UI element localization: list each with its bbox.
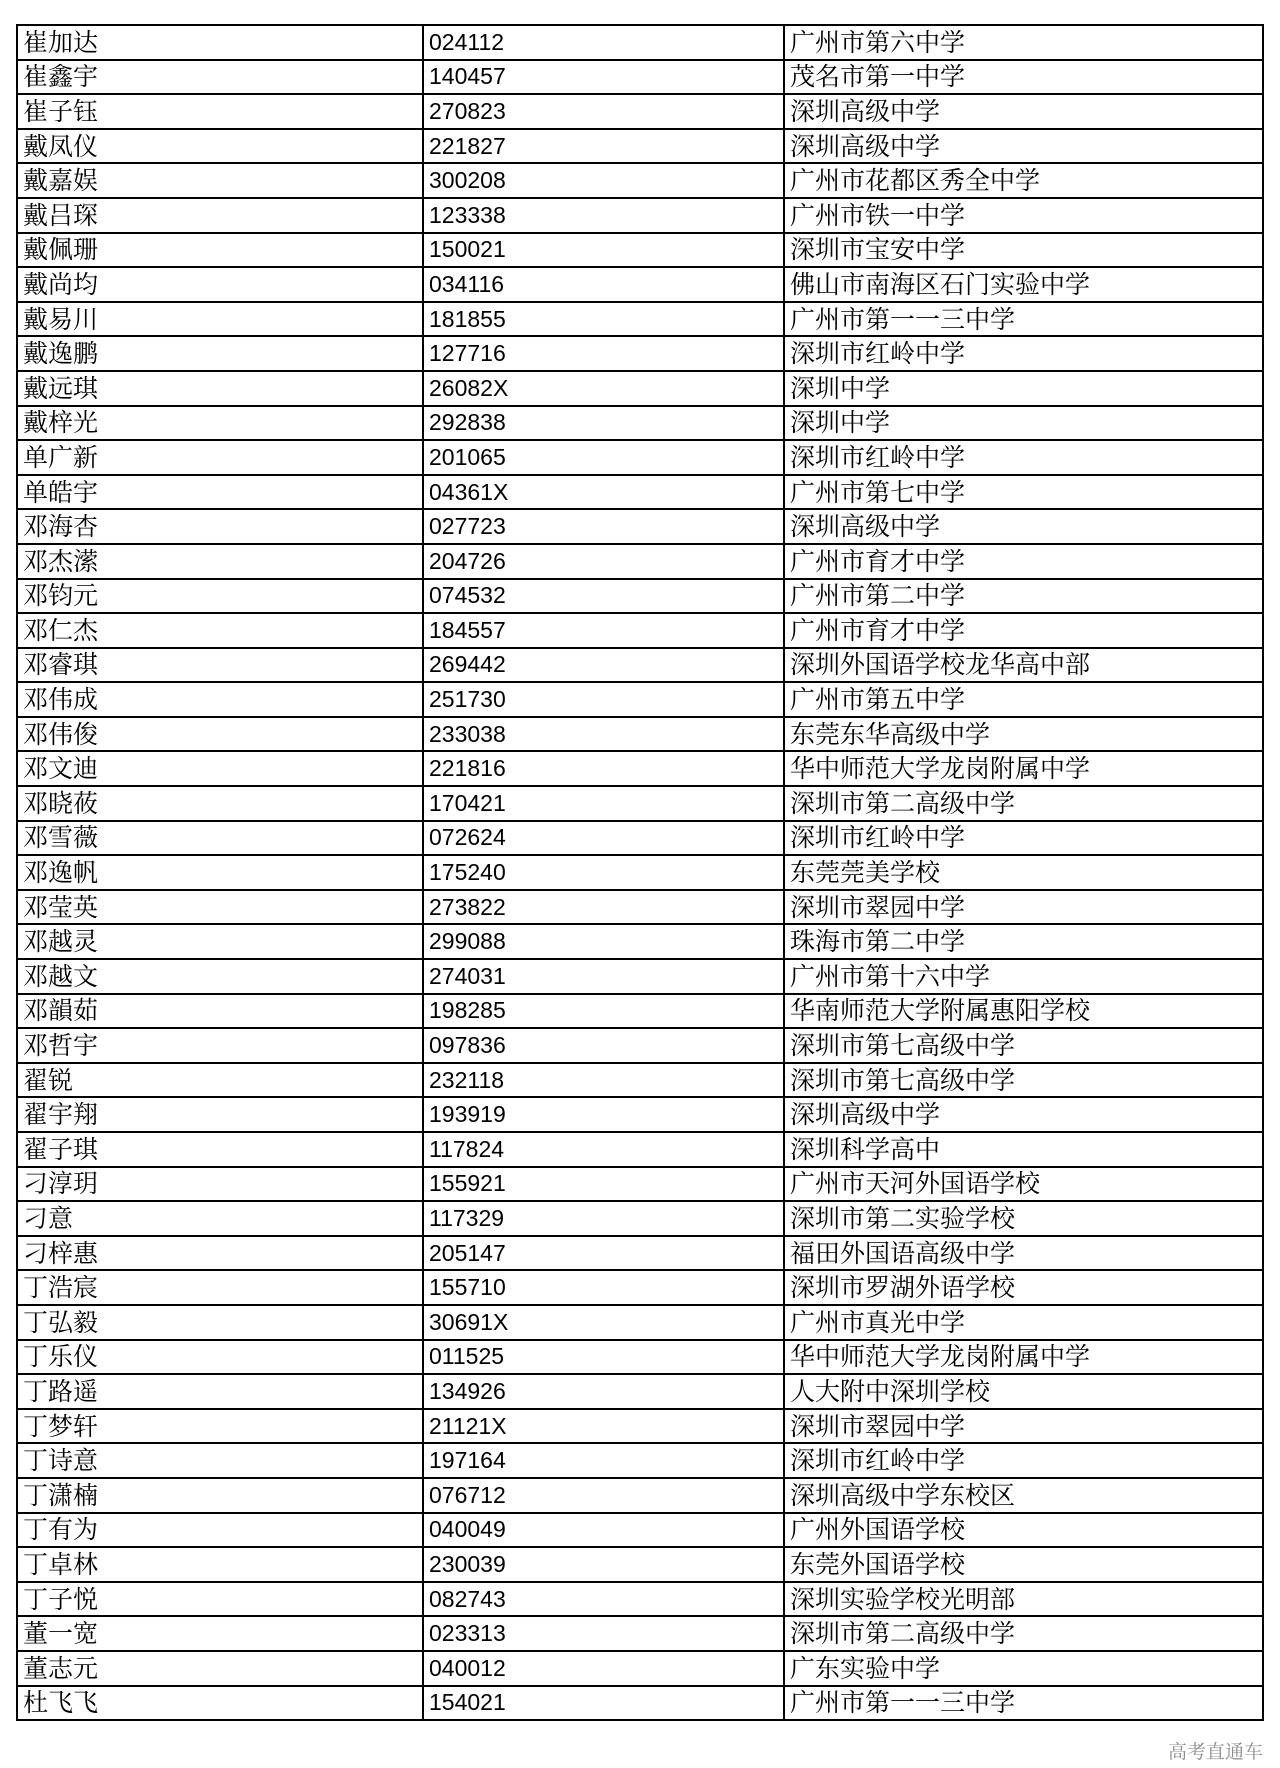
table-row (17, 475, 1263, 510)
school-name-cell: 广州市天河外国语学校 (784, 1167, 1263, 1202)
table-row (17, 198, 1263, 233)
student-id-cell: 274031 (423, 959, 784, 994)
school-name-cell: 深圳实验学校光明部 (784, 1582, 1263, 1617)
student-name-cell: 崔加达 (17, 25, 423, 60)
table-row (17, 786, 1263, 821)
school-name-cell: 深圳市翠园中学 (784, 890, 1263, 925)
table-row (17, 855, 1263, 890)
student-name-cell: 丁梦轩 (17, 1409, 423, 1444)
student-id-cell: 232118 (423, 1063, 784, 1098)
student-name-cell: 杜飞飞 (17, 1686, 423, 1721)
table-row (17, 648, 1263, 683)
table-row (17, 1443, 1263, 1478)
student-name-cell: 邓伟俊 (17, 717, 423, 752)
student-id-cell: 011525 (423, 1340, 784, 1375)
school-name-cell: 深圳中学 (784, 406, 1263, 441)
student-name-cell: 邓杰潆 (17, 544, 423, 579)
student-id-cell: 117824 (423, 1132, 784, 1167)
student-id-cell: 127716 (423, 336, 784, 371)
student-id-cell: 027723 (423, 509, 784, 544)
school-name-cell: 珠海市第二中学 (784, 924, 1263, 959)
school-name-cell: 深圳市宝安中学 (784, 233, 1263, 268)
student-name-cell: 邓伟成 (17, 682, 423, 717)
student-id-cell: 30691X (423, 1305, 784, 1340)
student-id-cell: 155921 (423, 1167, 784, 1202)
student-name-cell: 丁弘毅 (17, 1305, 423, 1340)
table-row (17, 1409, 1263, 1444)
school-name-cell: 广州市铁一中学 (784, 198, 1263, 233)
student-id-cell: 040012 (423, 1651, 784, 1686)
table-row (17, 267, 1263, 302)
school-name-cell: 广州市第二中学 (784, 579, 1263, 614)
school-name-cell: 深圳中学 (784, 371, 1263, 406)
student-id-cell: 270823 (423, 94, 784, 129)
table-row (17, 1478, 1263, 1513)
table-row (17, 890, 1263, 925)
student-name-cell: 邓韻茹 (17, 994, 423, 1029)
student-id-cell: 221816 (423, 751, 784, 786)
student-name-cell: 邓莹英 (17, 890, 423, 925)
student-name-cell: 邓雪薇 (17, 821, 423, 856)
student-name-cell: 戴尚均 (17, 267, 423, 302)
school-name-cell: 广州市第七中学 (784, 475, 1263, 510)
table-row (17, 1236, 1263, 1271)
school-name-cell: 广州市育才中学 (784, 544, 1263, 579)
school-name-cell: 深圳市第二高级中学 (784, 1616, 1263, 1651)
table-row (17, 406, 1263, 441)
student-name-cell: 翟宇翔 (17, 1097, 423, 1132)
student-table (16, 24, 1264, 1721)
student-id-cell: 024112 (423, 25, 784, 60)
student-name-cell: 丁潇楠 (17, 1478, 423, 1513)
student-name-cell: 戴远琪 (17, 371, 423, 406)
student-name-cell: 戴吕琛 (17, 198, 423, 233)
student-id-cell: 117329 (423, 1201, 784, 1236)
school-name-cell: 深圳市红岭中学 (784, 336, 1263, 371)
student-name-cell: 邓哲宇 (17, 1028, 423, 1063)
student-id-cell: 150021 (423, 233, 784, 268)
student-name-cell: 丁浩宸 (17, 1270, 423, 1305)
student-name-cell: 戴易川 (17, 302, 423, 337)
student-id-cell: 155710 (423, 1270, 784, 1305)
table-row (17, 1651, 1263, 1686)
student-name-cell: 戴凤仪 (17, 129, 423, 164)
school-name-cell: 广州市第一一三中学 (784, 1686, 1263, 1721)
student-id-cell: 072624 (423, 821, 784, 856)
table-row (17, 371, 1263, 406)
table-row (17, 682, 1263, 717)
student-name-cell: 丁有为 (17, 1513, 423, 1548)
student-id-cell: 299088 (423, 924, 784, 959)
student-id-cell: 204726 (423, 544, 784, 579)
table-row (17, 1063, 1263, 1098)
table-row (17, 751, 1263, 786)
school-name-cell: 广东实验中学 (784, 1651, 1263, 1686)
school-name-cell: 深圳外国语学校龙华高中部 (784, 648, 1263, 683)
student-id-cell: 193919 (423, 1097, 784, 1132)
student-id-cell: 123338 (423, 198, 784, 233)
table-row (17, 717, 1263, 752)
student-name-cell: 崔子钰 (17, 94, 423, 129)
student-id-cell: 230039 (423, 1547, 784, 1582)
student-id-cell: 082743 (423, 1582, 784, 1617)
table-row (17, 613, 1263, 648)
student-id-cell: 273822 (423, 890, 784, 925)
student-id-cell: 097836 (423, 1028, 784, 1063)
student-name-cell: 翟锐 (17, 1063, 423, 1098)
student-id-cell: 154021 (423, 1686, 784, 1721)
student-id-cell: 04361X (423, 475, 784, 510)
table-row (17, 1097, 1263, 1132)
student-id-cell: 269442 (423, 648, 784, 683)
table-row (17, 994, 1263, 1029)
student-id-cell: 233038 (423, 717, 784, 752)
student-id-cell: 074532 (423, 579, 784, 614)
student-id-cell: 076712 (423, 1478, 784, 1513)
table-row (17, 336, 1263, 371)
school-name-cell: 广州市真光中学 (784, 1305, 1263, 1340)
student-id-cell: 134926 (423, 1374, 784, 1409)
student-id-cell: 21121X (423, 1409, 784, 1444)
table-row (17, 579, 1263, 614)
student-name-cell: 丁卓林 (17, 1547, 423, 1582)
student-id-cell: 221827 (423, 129, 784, 164)
student-name-cell: 邓逸帆 (17, 855, 423, 890)
student-name-cell: 丁子悦 (17, 1582, 423, 1617)
table-row (17, 1616, 1263, 1651)
school-name-cell: 深圳高级中学 (784, 509, 1263, 544)
school-name-cell: 深圳高级中学 (784, 129, 1263, 164)
student-name-cell: 丁路遥 (17, 1374, 423, 1409)
table-row (17, 129, 1263, 164)
student-name-cell: 戴嘉娱 (17, 163, 423, 198)
school-name-cell: 华中师范大学龙岗附属中学 (784, 751, 1263, 786)
student-name-cell: 董一宽 (17, 1616, 423, 1651)
student-id-cell: 034116 (423, 267, 784, 302)
school-name-cell: 深圳高级中学东校区 (784, 1478, 1263, 1513)
student-name-cell: 刁意 (17, 1201, 423, 1236)
student-name-cell: 邓钧元 (17, 579, 423, 614)
student-name-cell: 翟子琪 (17, 1132, 423, 1167)
school-name-cell: 深圳市第二高级中学 (784, 786, 1263, 821)
school-name-cell: 深圳科学高中 (784, 1132, 1263, 1167)
school-name-cell: 茂名市第一中学 (784, 60, 1263, 95)
student-id-cell: 040049 (423, 1513, 784, 1548)
table-row (17, 1374, 1263, 1409)
school-name-cell: 华南师范大学附属惠阳学校 (784, 994, 1263, 1029)
student-name-cell: 邓仁杰 (17, 613, 423, 648)
student-name-cell: 戴梓光 (17, 406, 423, 441)
table-row (17, 94, 1263, 129)
student-name-cell: 丁乐仪 (17, 1340, 423, 1375)
student-id-cell: 26082X (423, 371, 784, 406)
table-body (17, 25, 1263, 1720)
school-name-cell: 华中师范大学龙岗附属中学 (784, 1340, 1263, 1375)
student-name-cell: 戴逸鹏 (17, 336, 423, 371)
school-name-cell: 深圳高级中学 (784, 1097, 1263, 1132)
school-name-cell: 深圳高级中学 (784, 94, 1263, 129)
student-id-cell: 170421 (423, 786, 784, 821)
school-name-cell: 广州外国语学校 (784, 1513, 1263, 1548)
school-name-cell: 深圳市第二实验学校 (784, 1201, 1263, 1236)
school-name-cell: 深圳市红岭中学 (784, 821, 1263, 856)
student-name-cell: 刁淳玥 (17, 1167, 423, 1202)
student-name-cell: 董志元 (17, 1651, 423, 1686)
student-id-cell: 198285 (423, 994, 784, 1029)
student-name-cell: 邓文迪 (17, 751, 423, 786)
school-name-cell: 广州市花都区秀全中学 (784, 163, 1263, 198)
student-id-cell: 251730 (423, 682, 784, 717)
table-row (17, 163, 1263, 198)
student-id-cell: 201065 (423, 440, 784, 475)
student-id-cell: 140457 (423, 60, 784, 95)
watermark-text: 高考直通车 (1167, 1741, 1263, 1763)
school-name-cell: 人大附中深圳学校 (784, 1374, 1263, 1409)
school-name-cell: 东莞外国语学校 (784, 1547, 1263, 1582)
table-row (17, 1686, 1263, 1721)
student-name-cell: 邓越文 (17, 959, 423, 994)
table-row (17, 233, 1263, 268)
school-name-cell: 深圳市罗湖外语学校 (784, 1270, 1263, 1305)
table-row (17, 1028, 1263, 1063)
table-row (17, 25, 1263, 60)
table-row (17, 924, 1263, 959)
table-row (17, 1582, 1263, 1617)
school-name-cell: 广州市第十六中学 (784, 959, 1263, 994)
school-name-cell: 深圳市翠园中学 (784, 1409, 1263, 1444)
student-name-cell: 丁诗意 (17, 1443, 423, 1478)
school-name-cell: 福田外国语高级中学 (784, 1236, 1263, 1271)
table-row (17, 1167, 1263, 1202)
school-name-cell: 广州市育才中学 (784, 613, 1263, 648)
student-id-cell: 197164 (423, 1443, 784, 1478)
table-row (17, 1547, 1263, 1582)
student-id-cell: 023313 (423, 1616, 784, 1651)
school-name-cell: 广州市第一一三中学 (784, 302, 1263, 337)
school-name-cell: 深圳市第七高级中学 (784, 1063, 1263, 1098)
school-name-cell: 广州市第五中学 (784, 682, 1263, 717)
student-id-cell: 181855 (423, 302, 784, 337)
table-row (17, 821, 1263, 856)
table-row (17, 1201, 1263, 1236)
student-name-cell: 刁梓惠 (17, 1236, 423, 1271)
student-name-cell: 邓越灵 (17, 924, 423, 959)
school-name-cell: 广州市第六中学 (784, 25, 1263, 60)
school-name-cell: 深圳市红岭中学 (784, 1443, 1263, 1478)
student-id-cell: 175240 (423, 855, 784, 890)
student-name-cell: 单广新 (17, 440, 423, 475)
table-row (17, 1132, 1263, 1167)
student-id-cell: 184557 (423, 613, 784, 648)
table-row (17, 959, 1263, 994)
table-row (17, 1270, 1263, 1305)
table-row (17, 440, 1263, 475)
table-row (17, 1513, 1263, 1548)
table-row (17, 302, 1263, 337)
student-name-cell: 邓晓莜 (17, 786, 423, 821)
school-name-cell: 东莞莞美学校 (784, 855, 1263, 890)
student-name-cell: 戴佩珊 (17, 233, 423, 268)
student-name-cell: 单皓宇 (17, 475, 423, 510)
school-name-cell: 东莞东华高级中学 (784, 717, 1263, 752)
student-id-cell: 292838 (423, 406, 784, 441)
table-row (17, 544, 1263, 579)
table-row (17, 509, 1263, 544)
student-name-cell: 崔鑫宇 (17, 60, 423, 95)
table-row (17, 60, 1263, 95)
table-row (17, 1340, 1263, 1375)
table-row (17, 1305, 1263, 1340)
student-name-cell: 邓睿琪 (17, 648, 423, 683)
student-name-cell: 邓海杏 (17, 509, 423, 544)
school-name-cell: 深圳市红岭中学 (784, 440, 1263, 475)
school-name-cell: 佛山市南海区石门实验中学 (784, 267, 1263, 302)
student-id-cell: 300208 (423, 163, 784, 198)
school-name-cell: 深圳市第七高级中学 (784, 1028, 1263, 1063)
student-id-cell: 205147 (423, 1236, 784, 1271)
